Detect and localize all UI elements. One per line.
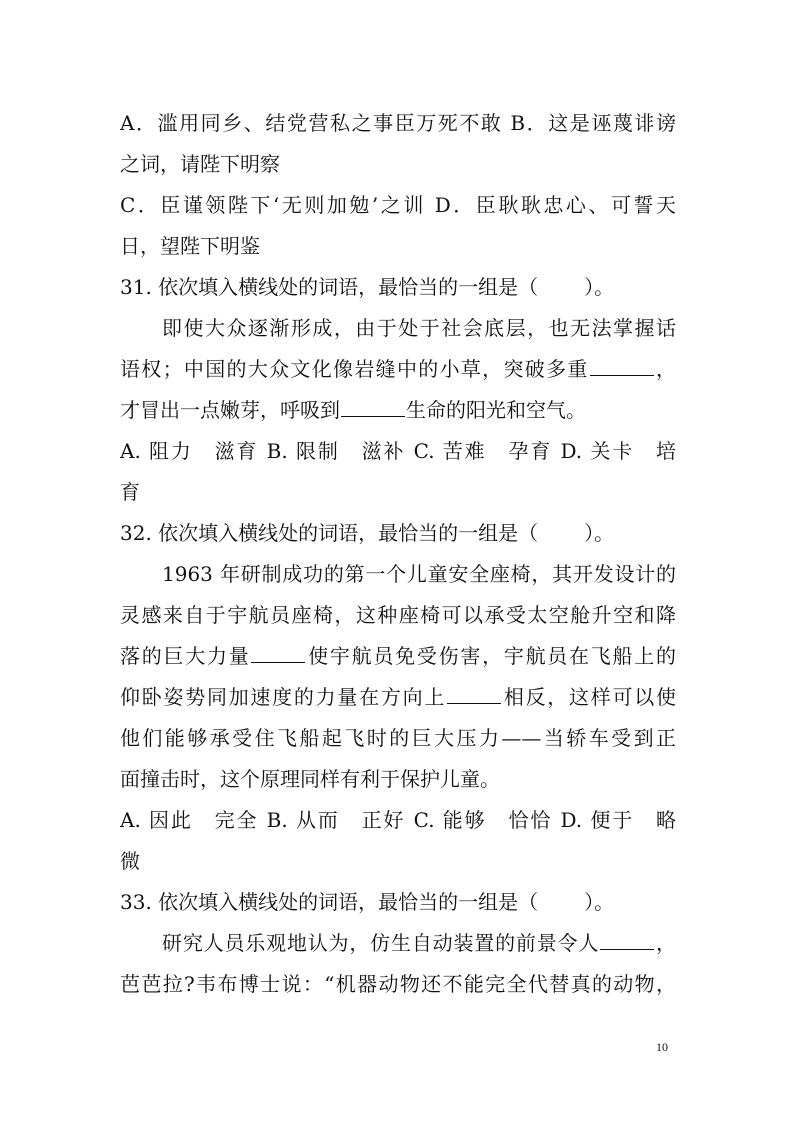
fill-blank xyxy=(590,353,654,376)
text: A. 阻力 滋育 B. 限制 滋补 C. 苦难 孕育 D. 关卡 培 xyxy=(120,439,676,463)
q32-stem xyxy=(120,513,676,554)
text: 落的巨大力量 xyxy=(120,644,251,668)
text: 芭芭拉?韦布博士说：“机器动物还不能完全代替真的动物， xyxy=(120,972,676,996)
q32-passage-line-3 xyxy=(120,636,676,677)
text: 仰卧姿势同加速度的力量在方向上 xyxy=(120,685,447,709)
q33-passage-line-1 xyxy=(120,923,676,964)
fill-blank xyxy=(251,640,305,663)
q30-option-line-1 xyxy=(120,103,676,144)
text: 31. 依次填入横线处的词语，最恰当的一组是（ xyxy=(120,275,539,299)
page-number: 10 xyxy=(656,1040,668,1054)
q31-options-cont xyxy=(120,472,676,513)
text: C．臣谨领陛下‘无则加勉’之训 D．臣耿耿忠心、可誓天 xyxy=(120,193,676,217)
fill-blank xyxy=(341,394,405,417)
q32-passage-line-5 xyxy=(120,718,676,759)
q30-option-line-2 xyxy=(120,144,676,185)
text: A. 因此 完全 B. 从而 正好 C. 能够 恰恰 D. 便于 略 xyxy=(120,808,676,832)
q33-stem xyxy=(120,882,676,923)
text: 日，望陛下明鉴 xyxy=(120,234,260,258)
text: A．滥用同乡、结党营私之事臣万死不敢 B．这是诬蔑诽谤 xyxy=(120,111,676,135)
q31-options xyxy=(120,431,676,472)
text: 1963 年研制成功的第一个儿童安全座椅，其开发设计的 xyxy=(162,562,676,586)
q31-passage-line-2 xyxy=(120,349,676,390)
text: ， xyxy=(654,357,676,381)
text: 即使大众逐渐形成，由于处于社会底层，也无法掌握话 xyxy=(162,316,676,340)
text: 生命的阳光和空气。 xyxy=(406,398,586,422)
text: 研究人员乐观地认为，仿生自动装置的前景令人 xyxy=(162,931,600,955)
q33-passage-line-2 xyxy=(120,964,676,1005)
text: ）。 xyxy=(584,890,615,914)
q30-option-line-4 xyxy=(120,226,676,267)
q32-passage-line-4 xyxy=(120,677,676,718)
text: 33. 依次填入横线处的词语，最恰当的一组是（ xyxy=(120,890,539,914)
text: 语权；中国的大众文化像岩缝中的小草，突破多重 xyxy=(120,357,589,381)
q32-passage-line-2 xyxy=(120,595,676,636)
fill-blank xyxy=(447,681,501,704)
text: 才冒出一点嫩芽，呼吸到 xyxy=(120,398,340,422)
text: 微 xyxy=(120,849,140,873)
q32-options-cont xyxy=(120,841,676,882)
text: 相反，这样可以使 xyxy=(502,685,676,709)
q32-passage-line-6 xyxy=(120,759,676,800)
text: 灵感来自于宇航员座椅，这种座椅可以承受太空舱升空和降 xyxy=(120,603,676,627)
text: 32. 依次填入横线处的词语，最恰当的一组是（ xyxy=(120,521,539,545)
fill-blank xyxy=(600,927,654,950)
text: ）。 xyxy=(584,521,615,545)
text: 育 xyxy=(120,480,140,504)
text: ）。 xyxy=(584,275,615,299)
text: 面撞击时，这个原理同样有利于保护儿童。 xyxy=(120,767,500,791)
q30-option-line-3 xyxy=(120,185,676,226)
q32-passage-line-1 xyxy=(120,554,676,595)
text: ， xyxy=(655,931,676,955)
text: 之词，请陛下明察 xyxy=(120,152,280,176)
q31-stem xyxy=(120,267,676,308)
text: 他们能够承受住飞船起飞时的巨大压力——当轿车受到正 xyxy=(120,726,676,750)
text: 使宇航员免受伤害，宇航员在飞船上的 xyxy=(306,644,676,668)
q31-passage-line-1 xyxy=(120,308,676,349)
q31-passage-line-3 xyxy=(120,390,676,431)
q32-options xyxy=(120,800,676,841)
document-body xyxy=(120,103,676,1005)
